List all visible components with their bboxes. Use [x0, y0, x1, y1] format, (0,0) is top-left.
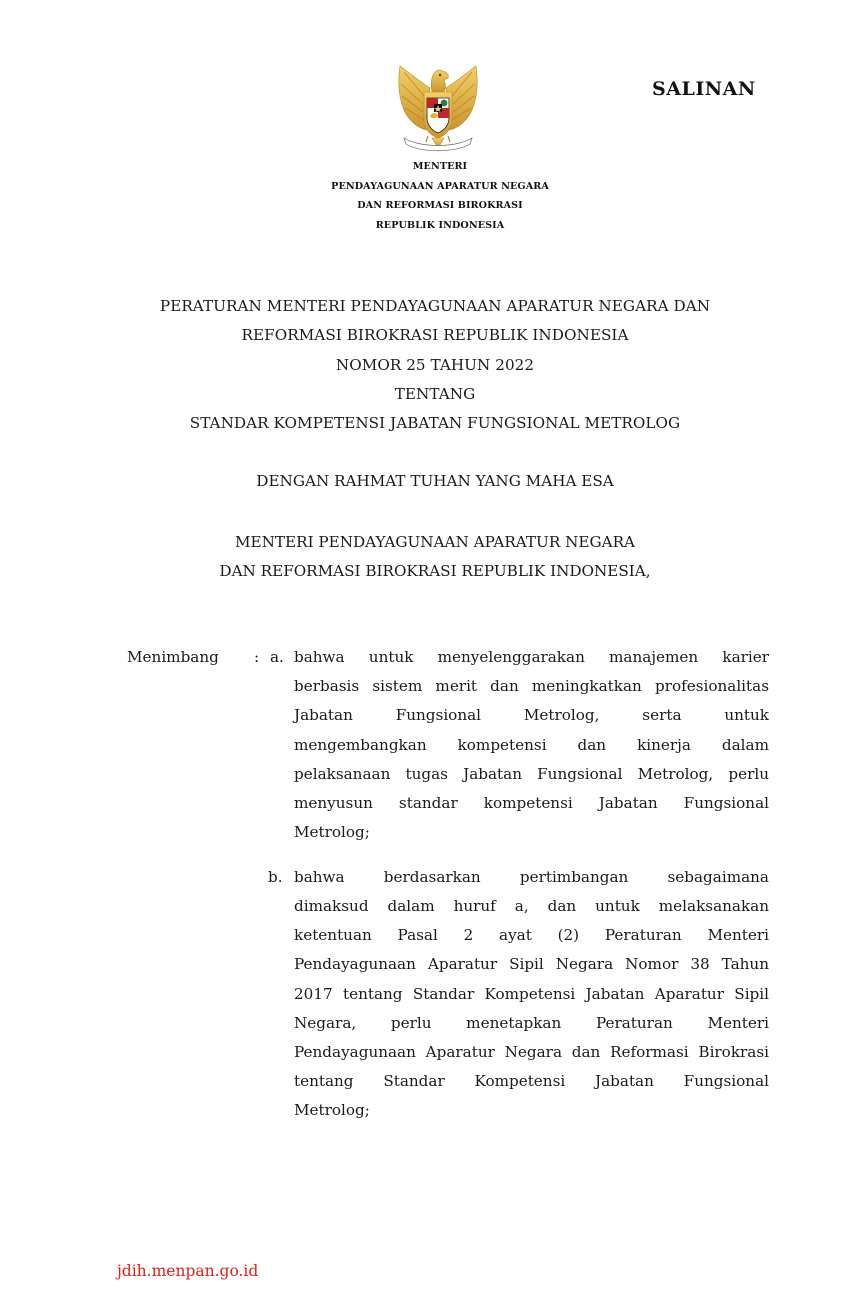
ministry-letterhead	[300, 157, 580, 235]
garuda-pancasila-emblem-icon	[390, 58, 486, 156]
issuer-line: DAN REFORMASI BIROKRASI REPUBLIK INDONESIA,	[219, 562, 651, 581]
title-line: TENTANG	[394, 384, 476, 403]
item-a-line: berbasis sistem merit dan meningkatkan profesionalitas	[294, 677, 769, 695]
considering-label: Menimbang	[127, 648, 219, 666]
item-marker-b: b.	[268, 868, 283, 886]
letterhead-line: PENDAYAGUNAAN APARATUR NEGARA	[331, 180, 549, 192]
title-line: STANDAR KOMPETENSI JABATAN FUNGSIONAL METROLOG	[189, 414, 681, 433]
item-a-line: Jabatan Fungsional Metrolog, serta untuk	[294, 706, 769, 724]
item-b-line: Negara, perlu menetapkan Peraturan Menteri	[294, 1014, 769, 1032]
title-line: PERATURAN MENTERI PENDAYAGUNAAN APARATUR NEGARA DAN	[159, 297, 711, 315]
item-a-line: menyusun standar kompetensi Jabatan Fungsional	[294, 794, 769, 812]
copy-stamp: SALINAN	[652, 78, 756, 100]
colon-separator: :	[254, 648, 260, 666]
title-line: REFORMASI BIROKRASI REPUBLIK INDONESIA	[241, 326, 629, 345]
item-b-line: bahwa berdasarkan pertimbangan sebagaimana	[294, 868, 769, 886]
issuer-line: MENTERI PENDAYAGUNAAN APARATUR NEGARA	[234, 533, 636, 551]
item-a-line: Metrolog;	[294, 823, 370, 841]
letterhead-line: REPUBLIK INDONESIA	[375, 219, 505, 231]
letterhead-line: DAN REFORMASI BIROKRASI	[357, 200, 523, 211]
item-a-line: mengembangkan kompetensi dan kinerja dalam	[294, 736, 769, 754]
item-b-line: ketentuan Pasal 2 ayat (2) Peraturan Menteri	[294, 926, 769, 944]
item-b-line: tentang Standar Kompetensi Jabatan Fungsional	[294, 1072, 769, 1090]
jdih-footer-link[interactable]: jdih.menpan.go.id	[117, 1262, 259, 1280]
item-b-line: Pendayagunaan Aparatur Sipil Negara Nomor 38 Tahun	[294, 955, 769, 973]
issuer-title	[100, 528, 770, 587]
title-line: NOMOR 25 TAHUN 2022	[335, 355, 535, 374]
item-a-line: bahwa untuk menyelenggarakan manajemen karier	[294, 648, 769, 666]
item-marker-a: a.	[270, 648, 284, 666]
item-b-line: 2017 tentang Standar Kompetensi Jabatan Aparatur Sipil	[294, 985, 769, 1003]
item-b-line: dimaksud dalam huruf a, dan untuk melaksanakan	[294, 897, 769, 915]
regulation-title	[100, 292, 770, 438]
letterhead-line: MENTERI	[412, 161, 468, 172]
item-b-line: Metrolog;	[294, 1101, 370, 1119]
item-a-line: pelaksanaan tugas Jabatan Fungsional Metrolog, perlu	[294, 765, 769, 783]
item-b-line: Pendayagunaan Aparatur Negara dan Reformasi Birokrasi	[294, 1043, 769, 1061]
blessing-phrase: DENGAN RAHMAT TUHAN YANG MAHA ESA	[256, 472, 614, 490]
